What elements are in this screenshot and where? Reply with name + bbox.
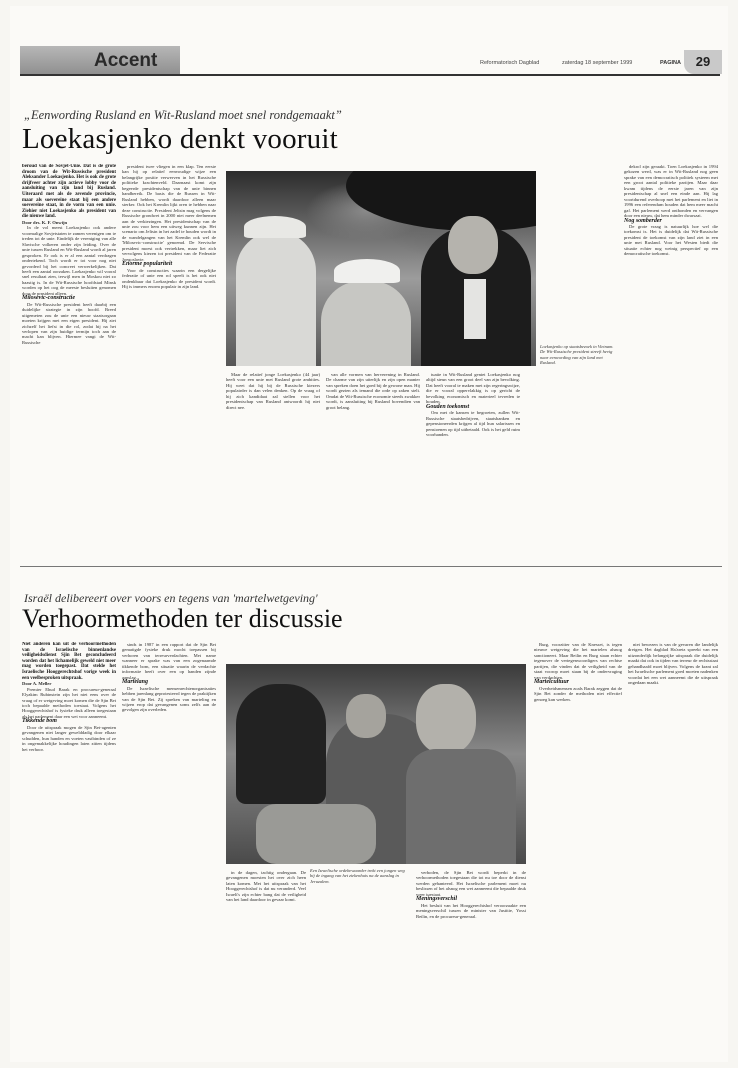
article1-col5b-text: Om met de kansen te begroeten, zullen Wit-Russische staatsbedrijven, staatsbanken en gepensioneerden krijgen al tijd hun salarissen en pensioenen op tijd uitbetaald. Ook is het geld ruim voorhanden. xyxy=(426,410,520,437)
article2-col4-text: verboden, de Sjin Bet wordt beperkt in de verhoormethoden toegestaan die tot nu toe door de dienst werden gehanteerd. Het Israelische parlement moet nu beslissen of het alsnog een wet aanneemt die bepaalde druk weer toestaat. xyxy=(416,870,526,897)
article2-col3-text: in de dagen, tachtig ondergaan. De gevangenen moesten het over zich heen laten komen. Met het uitspraak van het Hooggerechtshof is dat nu veranderd. Veel Israeli's zijn echter bang dat de veiligheid van het land daardoor in gevaar komt. xyxy=(226,870,306,903)
person-figure xyxy=(236,684,326,804)
article2-subhead-tikkende-bom: Tikkende bom xyxy=(22,718,57,725)
article1-col6b-text: De grote vraag is natuurlijk hoe wel die toekomst is. Het is duidelijk dat Wit-Russische president de toekomst van zijn land ziet in een unie met Rusland. Voor het Westen biedt die situatie echter nog weinig perspectief op een democratische toekomst. xyxy=(624,223,718,257)
article1-column-6 xyxy=(624,164,718,559)
article1-subhead-milosevic: Milosevic-constructie xyxy=(22,295,75,302)
masthead-rule xyxy=(20,74,720,76)
article2-column-4 xyxy=(416,870,526,1052)
article1-col1-text: In de vol meest Loekasjenko ook andere voormalige Sovjetstaten te zamen verenigen om te treden tot de unie. Eindelijk de vereniging van alle Slavische volkeren onder zijn leiding. Over de unie tussen Rusland en Wit-Rusland wordt al jaren gesproken. Er ook is er al een aantal verdragen ondertekend. Toch wordt er tot voor nog niet gevorderd bij het concreet verwerkelijken. Dat heeft een aantal oorzaken. Loekasjenko wil vooral snel resultaat zien, terwijl men in Moskou niet zo haastig is. In de Wit-Russische hoofdstad Minsk worden op het oog de meeste besluiten genomen door de president alleen. xyxy=(22,225,116,296)
article2-col6-text: niet bewezen is van de gevaren die landelijk dreigen. Het dagblad Ha'aretz spreekt van een uitzonderlijk belangrijke uitspraak die duidelijk maakt dat ook in tijden van terreur de rechtsstaat gehandhaafd moet blijven. Volgens de krant zal het Israelische parlement goed moeten nadenken voordat het een wet aanneemt die de uitspraak ongedaan maakt. xyxy=(628,642,718,686)
article2-subhead-martelcultuur: Martelcultuur xyxy=(534,679,570,686)
article2-column-1 xyxy=(22,642,116,1052)
article1-subhead-gouden: Gouden toekomst xyxy=(426,403,470,410)
article2-col2b-text: De Israelische mensenrechtenorganisaties hebben jarenlang geprotesteerd tegen de praktijken van de Sjin Bet. Zij spreken van marteling en wijzen erop dat gevangenen soms zelfs aan de gevolgen zijn overleden. xyxy=(122,685,216,713)
article1-col3-text: Maar de relatief jonge Loekasjenko (44 jaar) heeft voor een unie met Rusland grote ambities. Hij weet dat hij bij de Russische kiezers populairder is dan velen denken. Op de vraag of hij zich kandidaat zal stellen voor het presidentschap van Rusland antwoordt hij niet direct nee. xyxy=(226,372,320,410)
article2-col2-text: sinds in 1987 in een rapport dat de Sjin Bet gematigde fysieke druk mocht toepassen bij verhoren van terreurverdachten. Met name wanneer er sprake was van een zogenaamde tikkende bom, een situatie waarin de verdachte informatie heeft over een op handen zijnde aanslag. xyxy=(122,642,216,680)
article2-column-2 xyxy=(122,642,216,1052)
article2-headline: Verhoormethoden ter discussie xyxy=(22,604,343,633)
officer-figure xyxy=(321,281,411,366)
article1-column-4 xyxy=(326,372,420,559)
article2-col5-text: Burg, voorzitter van de Knesset, is tegen nieuwe wetgeving die het martelen alsnog sanctioneert. Maar Beilin en Burg staan echter tegenover de vertegenwoordigers van rechtse partijen, die vinden dat de veiligheid van de staat voorop moet staan bij de ondervraging van verdachten. xyxy=(534,642,622,680)
person-figure xyxy=(256,804,376,864)
article2-subhead-meningsverschil: Meningsverschil xyxy=(416,896,458,903)
article1-col6-text: dekrol zijn geraakt. Toen Loekasjenko in 1994 gekozen werd, was er in Wit-Rusland nog geen sprake van een democratisch politiek systeem met een groot aantal politieke partijen. Maar daar kwam tijdens de eerste jaren van zijn presidentschap al snel een einde aan. Hij lag voortdurend overhoop met het parlement en liet in 1996 een referendum houden dat hem meer macht gaf. Het parlement werd ontbonden en vervangen door een nieuw, dat hem minder dwarszat. xyxy=(624,164,718,219)
paper-name: Reformatorisch Dagblad xyxy=(480,60,540,66)
article1-kicker: „Eenwording Rusland en Wit-Rusland moet snel rondgemaakt” xyxy=(24,108,342,122)
article1-col2-text: president twee vliegen in een klap. Ten eerste kan hij op relatief eenvoudige wijze een belangrijke positie verwerven in het Russische politieke krachtenveld. Daarnaast komt zijn begeerde presidentschap van de unie binnen handbereik. De basis die de Russen in Wit-Rusland hebben, wordt daardoor alleen maar sterker. Ook het Kremlin lijkt oren te hebben naar deze constructie. President Jeltsin mag volgens de Russische grondwet in 2000 niet meer deelnemen aan de verkiezingen. Het presidentschap van de unie zou voor hem een uitweg kunnen zijn. Het scenario om Jeltsin in het zadel te houden wordt in de wandelgangen van het Kremlin ook wel de 'Milosevic-constructie' genoemd. De Servische president moest ook vertrekken, maar liet zich vervolgens kiezen tot president van de Federatie Joegoslavie. xyxy=(122,164,216,262)
article2-photo xyxy=(226,664,526,864)
article1-col4-text: van alle vormen van herverening in Rusland. De charme van zijn uiterlijk en zijn open manier van spreken doen het goed bij de gewone man. Hij wordt gezien als iemand die orde op zaken stelt. Omdat de Wit-Russische economie steeds zwakker wordt, is aansluiting bij Rusland bovendien van groot belang. xyxy=(326,372,420,410)
page-label: PAGINA xyxy=(660,60,681,66)
article2-subhead-martelang: Martelang xyxy=(122,679,149,686)
article2-col5b-text: Overheidsmensen zoals Barak zeggen dat de Sjin Bet zonder de methoden niet effectief genoeg kan werken. xyxy=(534,685,622,702)
article1-subhead-populariteit: Enorme populariteit xyxy=(122,261,173,268)
person-face xyxy=(416,684,476,754)
article1-byline: Door drs. K. F. Onwijn xyxy=(22,219,68,225)
officer-cap xyxy=(244,216,306,238)
president-face xyxy=(448,216,498,274)
article1-column-1 xyxy=(22,164,116,559)
article1-photo-caption: Loekasjenko op staatsbezoek in Vietnam. De Wit-Russische president streeft hevig naar eenwording van zijn land met Rusland. xyxy=(540,344,614,365)
article1-col5-text: tuatie in Wit-Rusland geniet Loekasjenko nog altijd steun van een groot deel van zijn bevolking. Dat heeft vooral te maken met zijn regeringswijze, die er vooral oppervlakkig is op gericht de bevolking economisch en materieel tevreden te houden. xyxy=(426,372,520,405)
article2-column-6 xyxy=(628,642,718,1052)
article-divider xyxy=(20,566,722,567)
person-figure xyxy=(406,749,516,864)
section-title: Accent xyxy=(94,50,158,71)
article1-subhead-somberder: Nog somberder xyxy=(624,217,662,224)
article2-col1b-text: Door de uitspraak mogen de Sjin Bet-agenten gevangenen niet langer gewelddadig door elkaar schudden, hun handen en voeten vastbinden of ze in ongemakkelijke houdingen laten zitten tijdens het verhoor. xyxy=(22,724,116,752)
article1-col2b-text: Voor de constructies waarin een dergelijke federatie of unie een rol speelt is het ook niet ondenkbaar dat Loekasjenko de president wordt. Hij is immers enorm populair in zijn land. xyxy=(122,267,216,289)
article2-column-3 xyxy=(226,870,306,1052)
umbrella-shape xyxy=(346,171,536,231)
article2-col4b-text: Het besluit van het Hooggerechtshof veroorzaakte een meningsverschil tussen de minister van Justitie, Yossi Beilin, en de procureur-generaal. xyxy=(416,902,526,919)
officer-figure xyxy=(236,231,316,366)
article2-column-5 xyxy=(534,642,622,1052)
article1-column-2 xyxy=(122,164,216,559)
president-shirt xyxy=(464,279,486,339)
article1-column-5 xyxy=(426,372,520,559)
article2-col1-text: Premier Ehud Barak en procureur-generaal Elyakim Rubinstein zijn het niet eens over de vraag of er wetgeving moet komen die de Sjin Bet toch bepaalde methoden toestaat. Volgens het Hooggerechtshof is fysieke druk alleen toegestaan als het parlement daar een wet voor aanneemt. xyxy=(22,686,116,719)
masthead xyxy=(10,6,728,70)
officer-cap xyxy=(334,259,400,283)
article1-col1b-text: De Wit-Russische president heeft daarbij een duidelijke strategie in zijn hoofd. Breed uitgemeten zou de unie een nieuw staatsorgaan moeten krijgen met een eigen president. Hij ziet zichzelf het liefst in die rol, zodat hij na het verlopen van zijn huidige termijn toch aan de macht kan blijven. Hiermee vangt de Wit-Russische xyxy=(22,301,116,345)
article2-photo-caption: Een Israelische ordebewaarder trekt een jongen weg bij de ingang van het ziekenhuis na de aanslag in Jeruzalem. xyxy=(310,868,405,884)
article1-lead: beroud van de Sovjet-Unie. Dat is de grote droom van de Wit-Russische president Aleksander Loekasjenko. Het is ook de grote drijfveer achter zijn actieve lobby voor de aansluiting van zijn land bij Rusland. Uiteraard met als de zevende provincie, maar als soevereine staat bij een andere soevereine staat, in de vorm van een unie. Ziehier niet Loekasjenko als president van die nieuwe land. xyxy=(22,164,116,220)
issue-date: zaterdag 18 september 1999 xyxy=(562,60,633,66)
article1-photo xyxy=(226,171,536,366)
article2-kicker: Israël delibereert over voors en tegens van 'martelwetgeving' xyxy=(24,591,318,605)
article2-lead: Niet anderen kan uit de verhoormethoden van de Israelische binnenlandse veiligheidsdienst Sjin Bet geconcludeerd worden dat het lichamelijk geweld niet meer mag worden toegepast. Dat stelde het Israelische Hooggerechtshof vorige week in een veelbesproken uitspraak. xyxy=(22,642,116,681)
article1-column-3 xyxy=(226,372,320,559)
newspaper-page xyxy=(10,6,728,1062)
article2-byline: Door A. Meller xyxy=(22,681,52,687)
article1-headline: Loekasjenko denkt vooruit xyxy=(22,123,338,155)
page-number: 29 xyxy=(684,50,722,74)
person-face xyxy=(346,694,386,738)
